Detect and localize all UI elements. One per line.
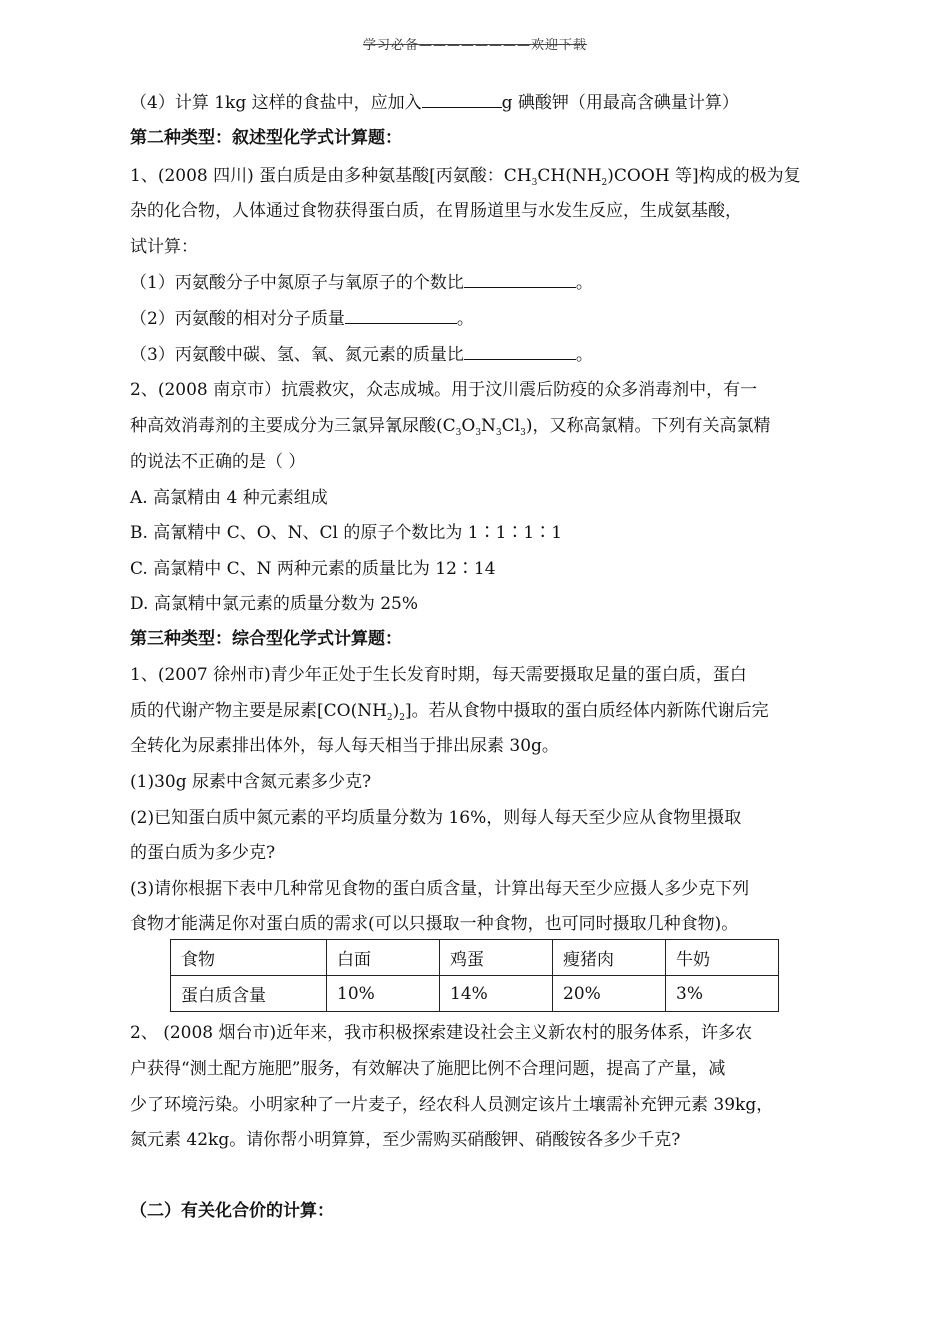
table-row bbox=[171, 976, 779, 1012]
table-cell: 20% bbox=[553, 976, 666, 1012]
problem-4-line-1: 2、 (2008 烟台市)近年来，我市积极探索建设社会主义新农村的服务体系，许多农 bbox=[130, 1023, 753, 1043]
problem-3-question-2-cont: 的蛋白质为多少克? bbox=[130, 843, 276, 863]
section-heading-valence: （二）有关化合价的计算： bbox=[130, 1201, 334, 1221]
header-watermark: 学习必备————————欢迎下载 bbox=[363, 34, 587, 53]
problem-4-line-3: 少了环境污染。小明家种了一片麦子，经农科人员测定该片土壤需补充钾元素 39kg， bbox=[130, 1095, 774, 1115]
table-cell: 3% bbox=[666, 976, 779, 1012]
option-b: B. 高氰精中 C、O、N、Cl 的原子个数比为 1∶1∶1∶1 bbox=[130, 523, 563, 543]
sub-question-1: （1）丙氨酸分子中氮原子与氧原子的个数比 。 bbox=[130, 273, 593, 293]
problem-3-question-3: (3)请你根据下表中几种常见食物的蛋白质含量，计算出每天至少应摄人多少克下列 bbox=[130, 879, 750, 899]
question-4-line: （4）计算 1kg 这样的食盐中，应加入 g 碘酸钾（用最高含碘量计算） bbox=[130, 93, 739, 113]
option-c: C. 高氯精中 C、N 两种元素的质量比为 12∶14 bbox=[130, 559, 496, 579]
answer-blank bbox=[464, 343, 576, 360]
problem-1-line-2: 杂的化合物，人体通过食物获得蛋白质，在胃肠道里与水发生反应，生成氨基酸， bbox=[130, 201, 742, 221]
table-cell: 瘦猪肉 bbox=[553, 940, 666, 976]
table-cell: 蛋白质含量 bbox=[171, 976, 327, 1012]
table-cell: 10% bbox=[327, 976, 440, 1012]
problem-3-line-1: 1、(2007 徐州市)青少年正处于生长发育时期，每天需要摄取足量的蛋白质，蛋白 bbox=[130, 665, 747, 685]
problem-3-question-1: (1)30g 尿素中含氮元素多少克? bbox=[130, 772, 372, 792]
table-cell: 食物 bbox=[171, 940, 327, 976]
problem-3-line-2: 质的代谢产物主要是尿素$[CO(NH_2)_2]$。若从食物中摄取的蛋白质经体内新陈代谢后完 bbox=[130, 701, 769, 723]
sub-question-2: （2）丙氨酸的相对分子质量 。 bbox=[130, 309, 474, 329]
problem-1-line-1: 1、(2008 四川) 蛋白质是由多种氨基酸[丙氨酸：$CH_3CH(NH_2)COOH$ 等]构成的极为复 bbox=[130, 166, 801, 188]
problem-2-line-2: 种高效消毒剂的主要成分为三氯异氰尿酸$(C_3O_3N_3Cl_3)$，又称高氯精。下列有关高氯精 bbox=[130, 416, 771, 438]
problem-2-line-1: 2、(2008 南京市）抗震救灾，众志成城。用于汶川震后防疫的众多消毒剂中，有一 bbox=[130, 380, 758, 400]
problem-3-line-3: 全转化为尿素排出体外，每人每天相当于排出尿素 30g。 bbox=[130, 736, 559, 756]
problem-2-line-3: 的说法不正确的是（ ） bbox=[130, 452, 306, 472]
option-d: D. 高氯精中氯元素的质量分数为 25% bbox=[130, 594, 419, 614]
section-heading-type3: 第三种类型：综合型化学式计算题： bbox=[130, 629, 402, 649]
answer-blank bbox=[345, 307, 457, 324]
problem-3-question-3-cont: 食物才能满足你对蛋白质的需求(可以只摄取一种食物，也可同时摄取几种食物)。 bbox=[130, 914, 739, 934]
option-a: A. 高氯精由 4 种元素组成 bbox=[130, 488, 328, 508]
answer-blank bbox=[422, 91, 502, 108]
page-header bbox=[0, 34, 950, 53]
problem-4-line-2: 户获得“测土配方施肥”服务，有效解决了施肥比例不合理问题，提高了产量，减 bbox=[130, 1059, 726, 1079]
answer-blank bbox=[464, 271, 576, 288]
problem-4-line-4: 氮元素 42kg。请你帮小明算算，至少需购买硝酸钾、硝酸铵各多少千克? bbox=[130, 1130, 681, 1150]
table-row bbox=[171, 940, 779, 976]
problem-1-line-3: 试计算： bbox=[130, 237, 198, 257]
table-cell: 白面 bbox=[327, 940, 440, 976]
sub-question-3: （3）丙氨酸中碳、氢、氧、氮元素的质量比 。 bbox=[130, 345, 593, 365]
table-cell: 牛奶 bbox=[666, 940, 779, 976]
table-cell: 14% bbox=[440, 976, 553, 1012]
section-heading-type2: 第二种类型：叙述型化学式计算题： bbox=[130, 128, 402, 148]
table-cell: 鸡蛋 bbox=[440, 940, 553, 976]
protein-content-table bbox=[170, 939, 779, 1012]
problem-3-question-2: (2)已知蛋白质中氮元素的平均质量分数为 16%，则每人每天至少应从食物里摄取 bbox=[130, 808, 742, 828]
